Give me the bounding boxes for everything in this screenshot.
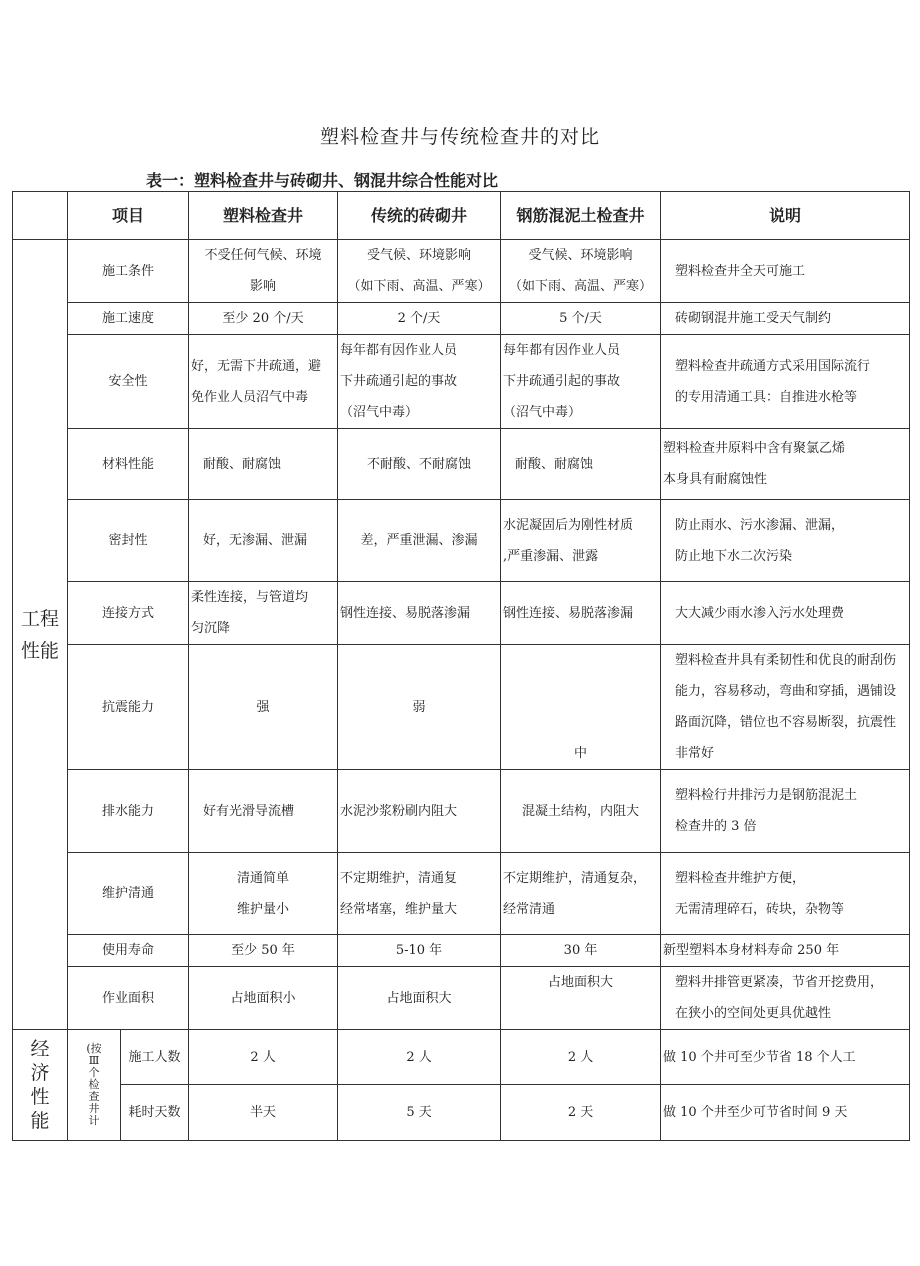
cell-note-line: 检查井的 3 倍 [675,819,757,834]
category-label: 性能 [20,639,59,662]
cell-concrete-line: 经常清通 [503,901,556,917]
cell-note [661,935,910,967]
cell-concrete-line: （如下雨、高温、严寒） [509,279,653,294]
cell-plastic-line: 影响 [250,279,277,294]
header-note: 说明 [661,192,910,240]
cell-plastic-line: 好，无渗漏、泄漏 [203,533,308,548]
cell-brick-line: 不耐酸、不耐腐蚀 [367,456,472,472]
cell-plastic [189,335,338,429]
cell-note [661,853,910,935]
table-caption: 表一：塑料检查井与砖砌井、钢混井综合性能对比 [146,171,499,190]
econ-item-label: 施工人数 [121,1030,189,1085]
cell-note-line: 塑料检行井排污力是钢筋混泥土 [675,788,858,803]
cell-note [661,303,910,335]
table-row [13,335,910,429]
table-row [13,1085,910,1141]
cell-plastic [189,303,338,335]
cell-concrete: 2 天 [501,1085,661,1141]
cell-concrete-line: 中 [574,746,588,761]
comparison-table [12,191,910,1141]
cell-brick-line: 经常堵塞，维护量大 [340,901,458,917]
cell-concrete [501,303,661,335]
header-blank [13,192,68,240]
header-plastic: 塑料检查井 [189,192,338,240]
cell-note-line: 本身具有耐腐蚀性 [663,472,768,487]
cell-brick-line: 受气候、环境影响 [367,248,472,263]
table-row [13,429,910,500]
basis-char: 检 [88,1078,100,1091]
row-item-label: 安全性 [68,335,189,429]
row-item-label: 施工条件 [68,240,189,303]
cell-brick [338,935,501,967]
cell-concrete-line: （沼气中毒） [503,405,582,420]
cell-brick [338,582,501,645]
cell-note [661,240,910,303]
cell-note-line: 塑料检查井维护方便， [675,870,806,886]
cell-concrete [501,853,661,935]
table-row [13,853,910,935]
cell-note-line: 在狭小的空间处更具优越性 [675,1006,832,1021]
cell-concrete-line: 不定期维护，清通复杂， [503,870,647,886]
table-row [13,935,910,967]
cell-brick-line: 不定期维护，清通复 [340,870,458,886]
cell-concrete-line: 每年都有因作业人员 [503,343,621,358]
cell-concrete-line: 钢性连接、易脱落渗漏 [503,605,634,621]
cell-brick-line: 2 个/天 [397,311,441,326]
cell-brick-line: 下井疏通引起的事故 [340,374,458,389]
cell-note [661,500,910,582]
cell-concrete [501,967,661,1030]
cell-concrete-line: 占地面积大 [548,975,614,990]
cell-concrete [501,429,661,500]
cell-note-line: 防止地下水二次污染 [675,548,793,564]
cell-brick [338,429,501,500]
cell-plastic-line: 耐酸、耐腐蚀 [203,456,282,472]
row-item-label: 抗震能力 [68,645,189,770]
cell-plastic-line: 好有光滑导流槽 [203,803,295,819]
cell-plastic [189,645,338,770]
cell-plastic-line: 至少 20 个/天 [222,311,304,326]
cell-brick [338,853,501,935]
row-item-label: 密封性 [68,500,189,582]
cell-plastic [189,770,338,853]
row-item-label: 材料性能 [68,429,189,500]
cell-plastic-line: 免作业人员沼气中毒 [191,389,309,405]
cell-note [661,967,910,1030]
basis-char: Ⅲ [88,1054,100,1067]
cell-note: 做 10 个井可至少节省 18 个人工 [661,1030,910,1085]
cell-concrete-line: 受气候、环境影响 [528,248,633,263]
econ-item-label: 耗时天数 [121,1085,189,1141]
header-brick: 传统的砖砌井 [338,192,501,240]
table-row [13,1030,910,1085]
table-row [13,967,910,1030]
cell-brick [338,303,501,335]
cell-concrete [501,500,661,582]
basis-char: 查 [88,1090,100,1103]
row-item-label: 使用寿命 [68,935,189,967]
table-row [13,645,910,770]
cell-note-line: 防止雨水、污水渗漏、泄漏， [675,517,845,533]
cell-note-line: 大大减少雨水渗入污水处理费 [675,605,845,621]
category-label: 济 [30,1062,50,1084]
basis-char: (按 [86,1042,102,1055]
cell-note-line: 砖砌钢混井施工受天气制约 [675,311,832,326]
cell-note-line: 塑料检查井疏通方式采用国际流行 [675,358,871,374]
cell-note-line: 塑料检查井全天可施工 [675,263,806,279]
cell-note [661,770,910,853]
cell-note-line: 塑料井排管更紧凑，节省开挖费用， [675,975,884,990]
cell-brick-line: 每年都有因作业人员 [340,343,458,358]
cell-plastic-line: 清通简单 [237,870,290,886]
cell-brick-line: 弱 [412,699,426,715]
cell-plastic: 2 人 [189,1030,338,1085]
cell-note [661,335,910,429]
basis-char: 个 [88,1066,100,1079]
cell-concrete [501,582,661,645]
cell-concrete-line: ,严重渗漏、泄露 [503,548,599,564]
cell-plastic-line: 柔性连接，与管道均 [191,590,309,605]
cell-brick-line: （沼气中毒） [340,405,419,420]
cell-plastic [189,240,338,303]
cell-brick-line: 5-10 年 [395,943,443,958]
cell-concrete-line: 5 个/天 [559,311,602,326]
category-label: 性 [30,1086,50,1108]
cell-concrete [501,240,661,303]
cell-brick [338,770,501,853]
cell-note: 做 10 个井至少可节省时间 9 天 [661,1085,910,1141]
cell-plastic [189,500,338,582]
cell-concrete-line: 下井疏通引起的事故 [503,374,621,389]
cell-brick [338,335,501,429]
cell-note-line: 塑料检查井具有柔韧性和优良的耐刮伤 [675,653,897,668]
cell-concrete: 2 人 [501,1030,661,1085]
cell-concrete [501,770,661,853]
table-row [13,582,910,645]
cell-concrete [501,335,661,429]
cell-plastic-line: 至少 50 年 [231,943,295,958]
cell-note [661,429,910,500]
cell-brick [338,645,501,770]
cell-brick-line: 占地面积大 [386,990,452,1006]
cell-plastic-line: 匀沉降 [191,621,231,636]
cell-note-line: 的专用清通工具：自推进水枪等 [675,389,858,405]
cell-plastic: 半天 [189,1085,338,1141]
row-item-label: 排水能力 [68,770,189,853]
cell-note-line: 非常好 [675,746,715,761]
cell-note-line: 路面沉降，错位也不容易断裂，抗震性 [675,715,897,730]
cell-plastic-line: 维护量小 [237,901,290,917]
category-label: 能 [30,1110,50,1132]
cell-brick-line: （如下雨、高温、严寒） [347,279,491,294]
economic-rows [13,1030,910,1141]
cell-note-line: 塑料检查井原料中含有聚氯乙烯 [663,441,846,456]
cell-note-line: 能力，容易移动，弯曲和穿插，遇铺设 [675,684,897,699]
row-item-label: 施工速度 [68,303,189,335]
cell-note-line: 无需清理碎石，砖块，杂物等 [675,901,845,917]
row-item-label: 作业面积 [68,967,189,1030]
header-concrete: 钢筋混泥土检查井 [501,192,661,240]
cell-plastic [189,853,338,935]
cell-plastic-line: 好，无需下井疏通，避 [191,358,322,374]
cell-brick-line: 水泥沙浆粉刷内阻大 [340,803,458,819]
cell-brick [338,967,501,1030]
cell-brick: 2 人 [338,1030,501,1085]
table-row [13,770,910,853]
engineering-rows [13,240,910,1030]
header-row [13,192,910,240]
cell-concrete [501,935,661,967]
cell-plastic [189,967,338,1030]
cell-plastic-line: 不受任何气候、环境 [204,248,322,263]
category-label: 经 [30,1038,50,1060]
row-item-label: 连接方式 [68,582,189,645]
cell-plastic [189,429,338,500]
cell-concrete-line: 混凝土结构，内阻大 [522,803,640,819]
cell-concrete-line: 耐酸、耐腐蚀 [515,456,594,472]
cell-note [661,645,910,770]
cell-plastic [189,935,338,967]
cell-brick: 5 天 [338,1085,501,1141]
cell-plastic [189,582,338,645]
cell-brick-line: 差，严重泄漏、渗漏 [360,533,478,548]
cell-note [661,582,910,645]
cell-note-line: 新型塑料本身材料寿命 250 年 [663,943,840,958]
basis-char: 井 [88,1102,100,1115]
table-row [13,303,910,335]
header-item: 项目 [68,192,189,240]
row-item-label: 维护清通 [68,853,189,935]
cell-brick-line: 钢性连接、易脱落渗漏 [340,605,471,621]
category-label: 工程 [20,607,59,630]
cell-concrete [501,645,661,770]
page-title: 塑料检查井与传统检查井的对比 [319,126,600,148]
cell-brick [338,500,501,582]
cell-concrete-line: 30 年 [563,943,598,958]
category-engineering [13,240,68,1030]
cell-brick [338,240,501,303]
table-row [13,500,910,582]
category-economic [13,1030,68,1141]
cell-plastic-line: 占地面积小 [230,990,296,1006]
cell-concrete-line: 水泥凝固后为刚性材质 [503,517,634,533]
basis-char: 计 [88,1114,100,1127]
table-row [13,240,910,303]
calculation-basis [68,1030,121,1141]
cell-plastic-line: 强 [256,699,270,715]
